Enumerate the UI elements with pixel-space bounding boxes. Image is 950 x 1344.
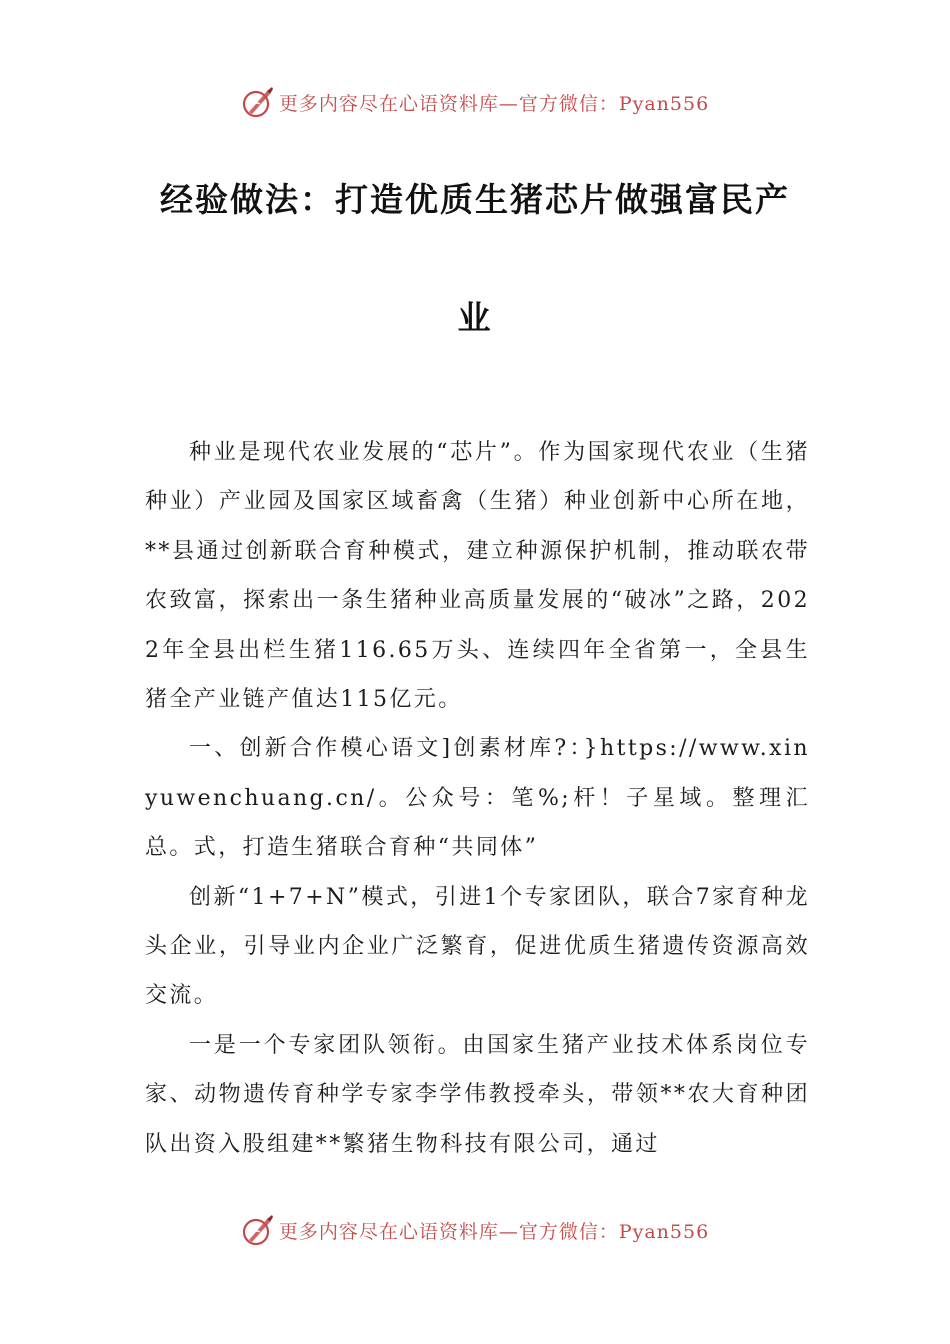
watermark-text: 更多内容尽在心语资料库—官方微信：Pyan556 [278, 1220, 710, 1243]
paragraph-section-heading-1: 一、创新合作模心语文]创素材库?：}https://www.xinyuwenchuang.cn/。公众号：笔%;杆！子星域。整理汇总。式，打造生猪联合育种“共同体” [145, 736, 810, 861]
footer-watermark [0, 1210, 950, 1250]
paragraph-intro: 种业是现代农业发展的“芯片”。作为国家现代农业（生猪种业）产业园及国家区域畜禽（生猪）种业创新中心所在地，**县通过创新联合育种模式，建立种源保护机制，推动联农带农致富，探索出一条生猪种业高质量发展的“破冰”之路，2022年全县出栏生猪116.65万头、连续四年全省第一，全县生猪全产业链产值达115亿元。 [145, 440, 810, 713]
document-body [145, 428, 810, 1169]
document-title-line-2: 业 [457, 298, 493, 337]
quill-pen-logo-icon [241, 85, 275, 119]
quill-pen-logo-icon [241, 1213, 275, 1247]
document-title-line-1: 经验做法：打造优质生猪芯片做强富民产 [160, 180, 790, 219]
paragraph-expert-team: 一是一个专家团队领衔。由国家生猪产业技术体系岗位专家、动物遗传育种学专家李学伟教授牵头，带领**农大育种团队出资入股组建**繁猪生物科技有限公司，通过 [145, 1032, 810, 1157]
watermark-text: 更多内容尽在心语资料库—官方微信：Pyan556 [278, 92, 710, 115]
header-watermark [0, 82, 950, 122]
paragraph-model-summary: 创新“1+7+N”模式，引进1个专家团队，联合7家育种龙头企业，引导业内企业广泛繁育，促进优质生猪遗传资源高效交流。 [145, 884, 810, 1009]
